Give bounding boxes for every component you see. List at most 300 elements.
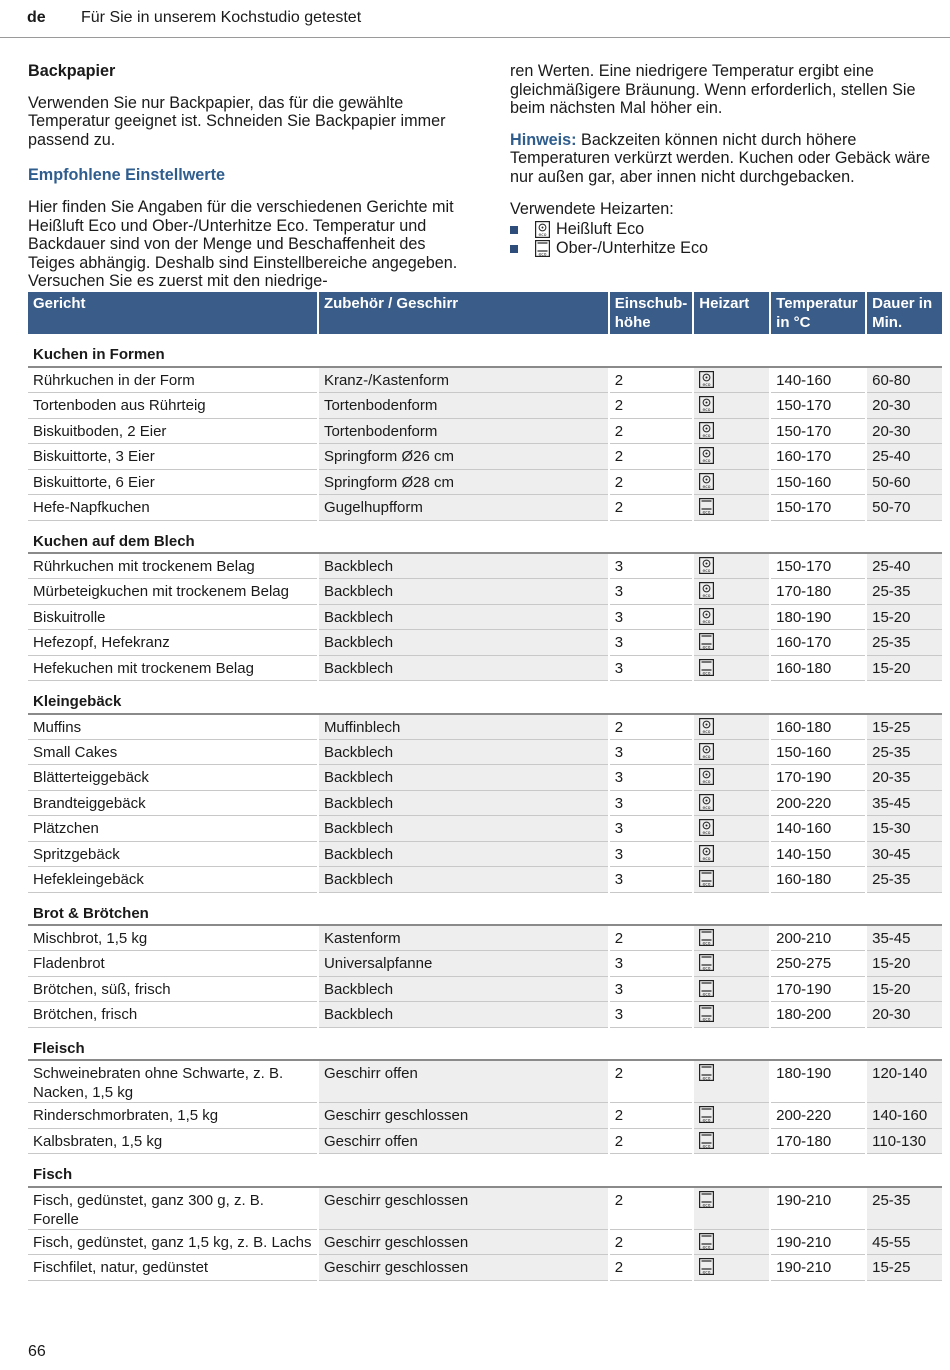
svg-text:eco: eco — [702, 569, 711, 574]
heating-mode-cell — [693, 976, 770, 1002]
temperature-cell: 150-170 — [770, 495, 866, 521]
column-header-heating-mode: Heizart — [693, 292, 770, 334]
temperature-cell: 200-220 — [770, 790, 866, 816]
hint-paragraph — [510, 131, 940, 187]
top-bottom-eco-icon — [699, 1191, 714, 1208]
table-body — [28, 334, 942, 1280]
temperature-cell: 150-170 — [770, 393, 866, 419]
heating-mode-cell — [693, 816, 770, 842]
table-category-row — [28, 1154, 942, 1187]
accessory-cell: Geschirr geschlossen — [318, 1103, 609, 1129]
level-cell: 2 — [609, 1103, 694, 1129]
svg-text:eco: eco — [702, 671, 711, 676]
heating-mode-cell — [693, 951, 770, 977]
duration-cell: 110-130 — [866, 1128, 942, 1154]
left-text-column — [28, 62, 468, 304]
heating-mode-cell — [693, 469, 770, 495]
column-header-accessory: Zubehör / Geschirr — [318, 292, 609, 334]
duration-cell: 140-160 — [866, 1103, 942, 1129]
fan-eco-icon — [699, 557, 714, 574]
level-cell: 2 — [609, 367, 694, 393]
category-title: Brot & Brötchen — [28, 892, 942, 925]
table-category-row — [28, 520, 942, 553]
heating-mode-cell — [693, 1002, 770, 1028]
table-category-row — [28, 681, 942, 714]
table-row — [28, 393, 942, 419]
dish-cell: Schweinebraten ohne Schwarte, z. B. Nacken, 1,5 kg — [28, 1060, 318, 1103]
heizart-label: Ober-/Unterhitze Eco — [556, 239, 709, 258]
temperature-cell: 180-190 — [770, 604, 866, 630]
accessory-cell: Backblech — [318, 655, 609, 681]
svg-text:eco: eco — [702, 619, 711, 625]
fan-eco-icon — [699, 396, 714, 413]
table-row — [28, 579, 942, 605]
svg-text:eco: eco — [702, 1076, 711, 1081]
accessory-cell: Geschirr offen — [318, 1128, 609, 1154]
category-title: Fleisch — [28, 1027, 942, 1060]
accessory-cell: Kastenform — [318, 925, 609, 951]
heating-mode-cell — [693, 418, 770, 444]
top-bottom-eco-icon — [699, 1106, 714, 1123]
accessory-cell: Springform Ø26 cm — [318, 444, 609, 470]
temperature-cell: 190-210 — [770, 1187, 866, 1230]
heating-mode-cell — [693, 367, 770, 393]
table-row — [28, 630, 942, 656]
accessory-cell: Gugelhupfform — [318, 495, 609, 521]
dish-cell: Mürbeteigkuchen mit trockenem Belag — [28, 579, 318, 605]
top-bottom-eco-icon — [699, 1132, 714, 1149]
fan-eco-icon — [699, 422, 714, 439]
svg-text:eco: eco — [702, 1203, 711, 1208]
duration-cell: 50-70 — [866, 495, 942, 521]
temperature-cell: 140-150 — [770, 841, 866, 867]
temperature-cell: 160-180 — [770, 655, 866, 681]
level-cell: 3 — [609, 604, 694, 630]
duration-cell: 25-40 — [866, 553, 942, 579]
heating-mode-cell — [693, 1255, 770, 1281]
svg-text:eco: eco — [702, 433, 711, 439]
temperature-cell: 150-170 — [770, 553, 866, 579]
duration-cell: 45-55 — [866, 1229, 942, 1255]
top-bottom-eco-icon — [699, 929, 714, 946]
accessory-cell: Backblech — [318, 790, 609, 816]
top-bottom-eco-icon — [699, 1233, 714, 1250]
accessory-cell: Muffinblech — [318, 714, 609, 740]
heating-mode-cell — [693, 714, 770, 740]
level-cell: 2 — [609, 469, 694, 495]
dish-cell: Blätterteiggebäck — [28, 765, 318, 791]
heizarten-intro: Verwendete Heizarten: — [510, 199, 674, 218]
duration-cell: 20-30 — [866, 1002, 942, 1028]
svg-text:eco: eco — [702, 754, 711, 760]
svg-text:eco: eco — [702, 966, 711, 971]
temperature-cell: 150-160 — [770, 469, 866, 495]
level-cell: 3 — [609, 976, 694, 1002]
dish-cell: Hefezopf, Hefekranz — [28, 630, 318, 656]
dish-cell: Brötchen, süß, frisch — [28, 976, 318, 1002]
top-bottom-eco-icon — [699, 954, 714, 971]
heating-mode-cell — [693, 1229, 770, 1255]
svg-text:eco: eco — [702, 1144, 711, 1149]
accessory-cell: Backblech — [318, 867, 609, 893]
fan-eco-icon — [699, 371, 714, 388]
temperature-cell: 160-180 — [770, 714, 866, 740]
page-number: 66 — [28, 1343, 46, 1360]
svg-text:eco: eco — [702, 1017, 711, 1022]
svg-text:eco: eco — [702, 831, 711, 836]
column-header-dish: Gericht — [28, 292, 318, 334]
dish-cell: Brandteiggebäck — [28, 790, 318, 816]
accessory-cell: Backblech — [318, 630, 609, 656]
svg-text:eco: eco — [702, 1270, 711, 1275]
top-bottom-eco-icon — [699, 980, 714, 997]
top-bottom-eco-icon — [699, 498, 714, 515]
duration-cell: 20-30 — [866, 418, 942, 444]
table-row — [28, 367, 942, 393]
duration-cell: 25-35 — [866, 867, 942, 893]
duration-cell: 60-80 — [866, 367, 942, 393]
svg-text:eco: eco — [702, 484, 711, 490]
dish-cell: Tortenboden aus Rührteig — [28, 393, 318, 419]
accessory-cell: Backblech — [318, 816, 609, 842]
heating-mode-cell — [693, 630, 770, 656]
level-cell: 2 — [609, 714, 694, 740]
heating-mode-cell — [693, 604, 770, 630]
svg-text:eco: eco — [702, 856, 711, 862]
level-cell: 3 — [609, 867, 694, 893]
accessory-cell: Geschirr offen — [318, 1060, 609, 1103]
level-cell: 3 — [609, 655, 694, 681]
temperature-cell: 250-275 — [770, 951, 866, 977]
duration-cell: 25-35 — [866, 579, 942, 605]
top-bottom-eco-icon — [699, 633, 714, 650]
duration-cell: 30-45 — [866, 841, 942, 867]
list-item — [510, 239, 940, 258]
empfohlene-paragraph: Hier finden Sie Angaben für die verschiedenen Gerichte mit Heißluft Eco und Ober-/Unterhitze Eco. Temperatur und Backdauer sind von der Menge und Beschaffenheit des Teiges abhängig. Deshalb sind Einstellbereiche angegeben. Versuchen Sie es zuerst mit den niedrige- — [28, 197, 458, 291]
temperature-cell: 170-190 — [770, 765, 866, 791]
heating-mode-cell — [693, 925, 770, 951]
accessory-cell: Geschirr geschlossen — [318, 1187, 609, 1230]
temperature-cell: 160-180 — [770, 867, 866, 893]
level-cell: 2 — [609, 393, 694, 419]
level-cell: 2 — [609, 925, 694, 951]
table-category-row — [28, 334, 942, 367]
column-header-duration: Dauer in Min. — [866, 292, 942, 334]
dish-cell: Biskuittorte, 3 Eier — [28, 444, 318, 470]
table-header-row — [28, 292, 942, 334]
list-item — [510, 220, 940, 239]
accessory-cell: Backblech — [318, 553, 609, 579]
language-label: de — [27, 9, 46, 26]
duration-cell: 35-45 — [866, 925, 942, 951]
level-cell: 3 — [609, 951, 694, 977]
level-cell: 2 — [609, 1187, 694, 1230]
dish-cell: Hefekuchen mit trockenem Belag — [28, 655, 318, 681]
duration-cell: 15-20 — [866, 951, 942, 977]
svg-text:eco: eco — [702, 941, 711, 946]
top-bottom-eco-icon — [699, 1005, 714, 1022]
table-row — [28, 469, 942, 495]
temperature-cell: 140-160 — [770, 816, 866, 842]
svg-text:eco: eco — [702, 992, 711, 997]
dish-cell: Fisch, gedünstet, ganz 300 g, z. B. Forelle — [28, 1187, 318, 1230]
table-row — [28, 841, 942, 867]
heating-mode-cell — [693, 790, 770, 816]
fan-eco-icon — [699, 794, 714, 811]
dish-cell: Rührkuchen in der Form — [28, 367, 318, 393]
dish-cell: Biskuitrolle — [28, 604, 318, 630]
dish-cell: Biskuittorte, 6 Eier — [28, 469, 318, 495]
hint-label: Hinweis: — [510, 130, 577, 149]
dish-cell: Rinderschmorbraten, 1,5 kg — [28, 1103, 318, 1129]
fan-eco-icon — [699, 447, 714, 464]
accessory-cell: Backblech — [318, 841, 609, 867]
heizart-label: Heißluft Eco — [556, 220, 645, 239]
category-title: Fisch — [28, 1154, 942, 1187]
continuation-paragraph: ren Werten. Eine niedrigere Temperatur ergibt eine gleichmäßigere Bräunung. Wenn erforderlich, stellen Sie beim nächsten Mal höher ein. — [510, 62, 916, 118]
accessory-cell: Universalpfanne — [318, 951, 609, 977]
table-row — [28, 714, 942, 740]
fan-eco-icon — [699, 768, 714, 785]
accessory-cell: Kranz-/Kastenform — [318, 367, 609, 393]
temperature-cell: 150-170 — [770, 418, 866, 444]
table-row — [28, 495, 942, 521]
table-row — [28, 604, 942, 630]
heating-mode-cell — [693, 739, 770, 765]
duration-cell: 25-35 — [866, 739, 942, 765]
table-row — [28, 816, 942, 842]
temperature-cell: 180-200 — [770, 1002, 866, 1028]
table-row — [28, 1103, 942, 1129]
duration-cell: 15-20 — [866, 655, 942, 681]
temperature-cell: 170-180 — [770, 579, 866, 605]
level-cell: 2 — [609, 418, 694, 444]
column-header-temperature: Temperatur in °C — [770, 292, 866, 334]
table-row — [28, 553, 942, 579]
heating-mode-cell — [693, 765, 770, 791]
svg-text:eco: eco — [702, 383, 711, 388]
svg-text:eco: eco — [702, 805, 711, 811]
dish-cell: Brötchen, frisch — [28, 1002, 318, 1028]
table-row — [28, 925, 942, 951]
table-row — [28, 444, 942, 470]
hint-text: Backzeiten können nicht durch höhere Temperaturen verkürzt werden. Kuchen oder Gebäck wäre nur außen gar, aber innen nicht durchgebacken. — [510, 130, 931, 186]
accessory-cell: Tortenbodenform — [318, 393, 609, 419]
fan-eco-icon — [699, 608, 714, 625]
duration-cell: 15-20 — [866, 604, 942, 630]
level-cell: 3 — [609, 553, 694, 579]
dish-cell: Fladenbrot — [28, 951, 318, 977]
duration-cell: 25-35 — [866, 1187, 942, 1230]
fan-eco-icon — [699, 819, 714, 836]
chapter-title: Für Sie in unserem Kochstudio getestet — [81, 9, 362, 26]
svg-text:eco: eco — [538, 233, 547, 239]
category-title: Kuchen in Formen — [28, 334, 942, 367]
settings-table — [28, 292, 942, 1281]
dish-cell: Fischfilet, natur, gedünstet — [28, 1255, 318, 1281]
svg-text:eco: eco — [702, 729, 711, 735]
svg-text:eco: eco — [702, 780, 711, 785]
duration-cell: 120-140 — [866, 1060, 942, 1103]
level-cell: 2 — [609, 1128, 694, 1154]
fan-eco-icon — [699, 743, 714, 760]
accessory-cell: Springform Ø28 cm — [318, 469, 609, 495]
heizarten-list — [510, 220, 940, 258]
table-row — [28, 739, 942, 765]
duration-cell: 15-30 — [866, 816, 942, 842]
table-category-row — [28, 892, 942, 925]
duration-cell: 25-35 — [866, 630, 942, 656]
dish-cell: Spritzgebäck — [28, 841, 318, 867]
level-cell: 3 — [609, 1002, 694, 1028]
table-row — [28, 418, 942, 444]
fan-eco-icon — [699, 582, 714, 599]
fan-eco-icon — [699, 718, 714, 735]
temperature-cell: 190-210 — [770, 1229, 866, 1255]
table-row — [28, 867, 942, 893]
bullet-square-icon — [510, 226, 518, 234]
header-divider — [0, 37, 950, 38]
svg-text:eco: eco — [702, 882, 711, 887]
table-row — [28, 1002, 942, 1028]
accessory-cell: Geschirr geschlossen — [318, 1255, 609, 1281]
empfohlene-heading: Empfohlene Einstellwerte — [28, 166, 225, 185]
dish-cell: Kalbsbraten, 1,5 kg — [28, 1128, 318, 1154]
duration-cell: 35-45 — [866, 790, 942, 816]
temperature-cell: 200-210 — [770, 925, 866, 951]
table-row — [28, 765, 942, 791]
duration-cell: 15-25 — [866, 1255, 942, 1281]
level-cell: 3 — [609, 630, 694, 656]
accessory-cell: Backblech — [318, 765, 609, 791]
svg-text:eco: eco — [702, 408, 711, 413]
heating-mode-cell — [693, 495, 770, 521]
temperature-cell: 170-180 — [770, 1128, 866, 1154]
dish-cell: Mischbrot, 1,5 kg — [28, 925, 318, 951]
temperature-cell: 160-170 — [770, 630, 866, 656]
accessory-cell: Geschirr geschlossen — [318, 1229, 609, 1255]
heating-mode-cell — [693, 655, 770, 681]
svg-text:eco: eco — [702, 645, 711, 650]
backpapier-paragraph: Verwenden Sie nur Backpapier, das für die gewählte Temperatur geeignet ist. Schneiden Sie Backpapier immer passend zu. — [28, 93, 446, 149]
svg-text:eco: eco — [702, 1118, 711, 1123]
duration-cell: 25-40 — [866, 444, 942, 470]
dish-cell: Plätzchen — [28, 816, 318, 842]
duration-cell: 20-30 — [866, 393, 942, 419]
level-cell: 3 — [609, 579, 694, 605]
heating-mode-cell — [693, 1187, 770, 1230]
dish-cell: Hefekleingebäck — [28, 867, 318, 893]
level-cell: 2 — [609, 495, 694, 521]
column-header-level: Einschub- höhe — [609, 292, 694, 334]
table-row — [28, 1255, 942, 1281]
backpapier-heading: Backpapier — [28, 62, 116, 80]
level-cell: 2 — [609, 1229, 694, 1255]
heating-mode-cell — [693, 553, 770, 579]
table-category-row — [28, 1027, 942, 1060]
heating-mode-cell — [693, 1103, 770, 1129]
table-row — [28, 976, 942, 1002]
heating-mode-cell — [693, 841, 770, 867]
svg-text:eco: eco — [702, 1245, 711, 1250]
top-bottom-eco-icon — [535, 240, 550, 257]
duration-cell: 15-25 — [866, 714, 942, 740]
level-cell: 3 — [609, 765, 694, 791]
accessory-cell: Tortenbodenform — [318, 418, 609, 444]
level-cell: 2 — [609, 444, 694, 470]
table-row — [28, 951, 942, 977]
table-row — [28, 1187, 942, 1230]
duration-cell: 20-35 — [866, 765, 942, 791]
fan-eco-icon — [535, 221, 550, 238]
svg-text:eco: eco — [538, 252, 547, 258]
accessory-cell: Backblech — [318, 976, 609, 1002]
top-bottom-eco-icon — [699, 870, 714, 887]
heating-mode-cell — [693, 579, 770, 605]
top-bottom-eco-icon — [699, 659, 714, 676]
heating-mode-cell — [693, 1060, 770, 1103]
table-row — [28, 655, 942, 681]
level-cell: 3 — [609, 816, 694, 842]
dish-cell: Hefe-Napfkuchen — [28, 495, 318, 521]
accessory-cell: Backblech — [318, 1002, 609, 1028]
temperature-cell: 200-220 — [770, 1103, 866, 1129]
fan-eco-icon — [699, 845, 714, 862]
dish-cell: Muffins — [28, 714, 318, 740]
accessory-cell: Backblech — [318, 604, 609, 630]
duration-cell: 15-20 — [866, 976, 942, 1002]
dish-cell: Biskuitboden, 2 Eier — [28, 418, 318, 444]
top-bottom-eco-icon — [699, 1258, 714, 1275]
table-row — [28, 1229, 942, 1255]
page-header — [27, 9, 950, 29]
fan-eco-icon — [699, 473, 714, 490]
level-cell: 3 — [609, 841, 694, 867]
dish-cell: Fisch, gedünstet, ganz 1,5 kg, z. B. Lachs — [28, 1229, 318, 1255]
svg-text:eco: eco — [702, 510, 711, 515]
duration-cell: 50-60 — [866, 469, 942, 495]
level-cell: 3 — [609, 790, 694, 816]
accessory-cell: Backblech — [318, 739, 609, 765]
heating-mode-cell — [693, 444, 770, 470]
right-text-column — [510, 62, 940, 258]
table-row — [28, 1128, 942, 1154]
temperature-cell: 140-160 — [770, 367, 866, 393]
table-row — [28, 790, 942, 816]
heating-mode-cell — [693, 1128, 770, 1154]
bullet-square-icon — [510, 245, 518, 253]
category-title: Kuchen auf dem Blech — [28, 520, 942, 553]
temperature-cell: 190-210 — [770, 1255, 866, 1281]
heating-mode-cell — [693, 867, 770, 893]
accessory-cell: Backblech — [318, 579, 609, 605]
dish-cell: Rührkuchen mit trockenem Belag — [28, 553, 318, 579]
temperature-cell: 150-160 — [770, 739, 866, 765]
level-cell: 3 — [609, 739, 694, 765]
temperature-cell: 160-170 — [770, 444, 866, 470]
category-title: Kleingebäck — [28, 681, 942, 714]
level-cell: 2 — [609, 1060, 694, 1103]
temperature-cell: 180-190 — [770, 1060, 866, 1103]
level-cell: 2 — [609, 1255, 694, 1281]
svg-text:eco: eco — [702, 594, 711, 599]
heating-mode-cell — [693, 393, 770, 419]
table-row — [28, 1060, 942, 1103]
temperature-cell: 170-190 — [770, 976, 866, 1002]
top-bottom-eco-icon — [699, 1064, 714, 1081]
dish-cell: Small Cakes — [28, 739, 318, 765]
svg-text:eco: eco — [702, 459, 711, 464]
